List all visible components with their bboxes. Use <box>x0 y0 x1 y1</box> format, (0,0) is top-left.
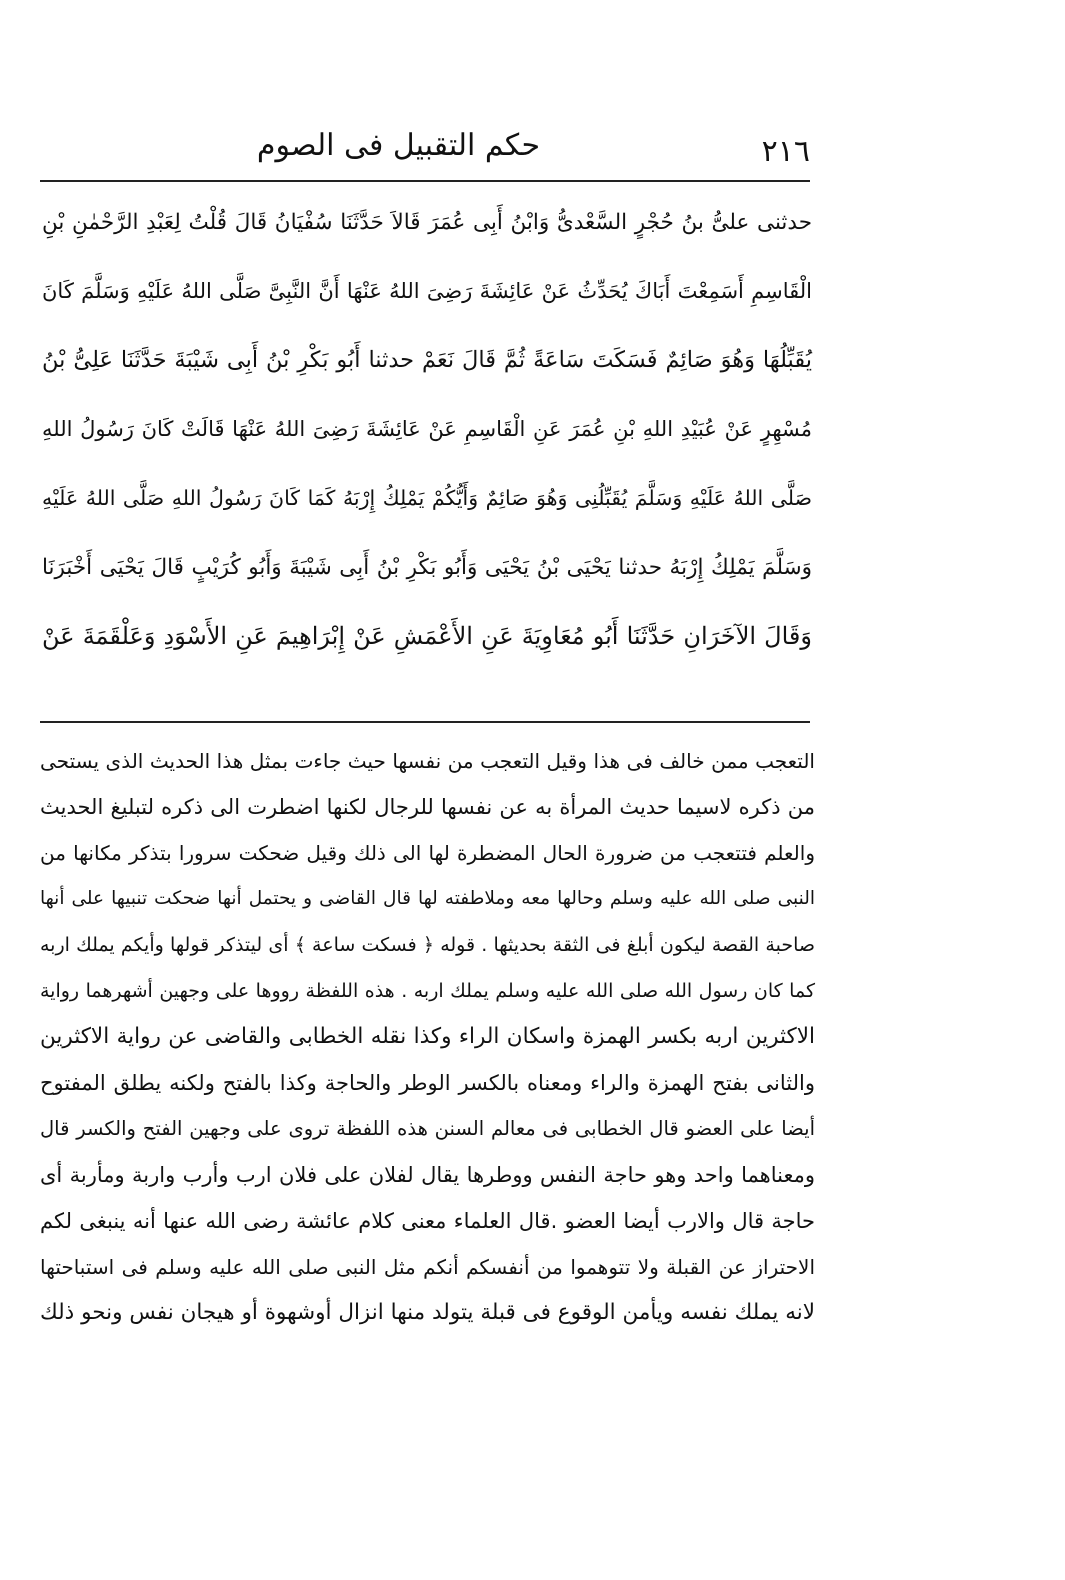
hadith-line: صَلَّى اللهُ عَلَيْهِ وَسَلَّمَ يُقَبِّلُنِى وَهُوَ صَائِمٌ وَأَيُّكُمْ يَمْلِكُ إِرْبَهُ كَمَا كَانَ رَسُولُ اللهِ صَلَّى اللهُ عَلَيْهِ <box>42 486 812 510</box>
commentary-line: الاكثرين اربه بكسر الهمزة واسكان الراء وكذا نقله الخطابى والقاضى عن رواية الاكثرين <box>40 1024 815 1049</box>
hadith-line: يُقَبِّلُهَا وَهُوَ صَائِمٌ فَسَكَتَ سَاعَةً ثُمَّ قَالَ نَعَمْ حدثنا أَبُو بَكْرِ بْنُ أَبِى شَيْبَةَ حَدَّثَنَا عَلِىُّ بْنُ <box>42 347 812 373</box>
hadith-line: الْقَاسِمِ أَسَمِعْتَ أَبَاكَ يُحَدِّثُ عَنْ عَائِشَةَ رَضِىَ اللهُ عَنْهَا أَنَّ النَّبِىَّ صَلَّى اللهُ عَلَيْهِ وَسَلَّمَ كَانَ <box>42 279 812 303</box>
commentary-line: والثانى بفتح الهمزة والراء ومعناه بالكسر الوطر والحاجة وكذا بالفتح ولكنه يطلق المفتوح <box>40 1071 815 1095</box>
commentary-line: أيضا على العضو قال الخطابى فى معالم السنن هذه اللفظة تروى على وجهين الفتح والكسر قال <box>40 1117 815 1140</box>
commentary-line: النبى صلى الله عليه وسلم وحالها معه وملاطفته لها قال القاضى و يحتمل أنها ضحكت تنبيها على أنها <box>40 888 815 909</box>
commentary-line: لانه يملك نفسه ويأمن الوقوع فى قبلة يتولد منها انزال أوشهوة أو هيجان نفس ونحو ذلك <box>40 1300 815 1325</box>
hadith-text <box>42 188 812 671</box>
commentary-line: كما كان رسول الله صلى الله عليه وسلم يملك اربه . هذه اللفظة رووها على وجهين أشهرهما رواية <box>40 980 815 1002</box>
page-header <box>30 126 810 176</box>
commentary-line: من ذكره لاسيما حديث المرأة به عن نفسها للرجال لكنها اضطرت الى ذكره لتبليغ الحديث <box>40 795 815 819</box>
commentary-line: حاجة قال والارب أيضا العضو .قال العلماء معنى كلام عائشة رضى الله عنها أنه ينبغى لكم <box>40 1209 815 1233</box>
hadith-line: وَقَالَ الآخَرَانِ حَدَّثَنَا أَبُو مُعَاوِيَةَ عَنِ الأَعْمَشِ عَنْ إِبْرَاهِيمَ عَنِ الأَسْوَدِ وَعَلْقَمَةَ عَنْ <box>42 622 812 650</box>
section-divider <box>40 721 810 723</box>
hadith-line: حدثنى علىُّ بنُ حُجْرٍ السَّعْدىُّ وَابْنُ أَبِى عُمَرَ قَالاَ حَدَّثَنَا سُفْيَانُ قَالَ قُلْتُ لِعَبْدِ الرَّحْمٰنِ بْنِ <box>42 210 812 235</box>
hadith-line: وَسَلَّمَ يَمْلِكُ إِرْبَهُ حدثنا يَحْيَى بْنُ يَحْيَى وَأَبُو بَكْرِ بْنُ أَبِى شَيْبَةَ وَأَبُو كُرَيْبٍ قَالَ يَحْيَى أَخْبَرَنَا <box>42 555 812 580</box>
commentary-line: الاحتراز عن القبلة ولا تتوهموا من أنفسكم أنكم مثل النبى صلى الله عليه وسلم فى استباحتها <box>40 1255 815 1279</box>
commentary-line: ومعناهما واحد وهو حاجة النفس ووطرها يقال لفلان على فلان ارب وأرب واربة ومأربة أى <box>40 1163 815 1187</box>
page-number: ٢١٦ <box>761 134 810 169</box>
hadith-line: مُسْهِرٍ عَنْ عُبَيْدِ اللهِ بْنِ عُمَرَ عَنِ الْقَاسِمِ عَنْ عَائِشَةَ رَضِىَ اللهُ عَنْهَا قَالَتْ كَانَ رَسُولُ اللهِ <box>42 417 812 441</box>
running-title: حكم التقبيل فى الصوم <box>256 128 540 163</box>
commentary-text <box>40 738 815 1336</box>
commentary-line: التعجب ممن خالف فى هذا وقيل التعجب من نفسها حيث جاءت بمثل هذا الحديث الذى يستحى <box>40 749 815 773</box>
commentary-line: صاحبة القصة ليكون أبلغ فى الثقة بحديثها . قوله ﴿ فسكت ساعة ﴾ أى ليتذكر قولها وأيكم يملك اربه <box>40 934 815 956</box>
header-rule <box>40 180 810 182</box>
commentary-line: والعلم فتتعجب من ضرورة الحال المضطرة لها الى ذلك وقيل ضحكت سرورا بتذكر مكانها من <box>40 841 815 865</box>
